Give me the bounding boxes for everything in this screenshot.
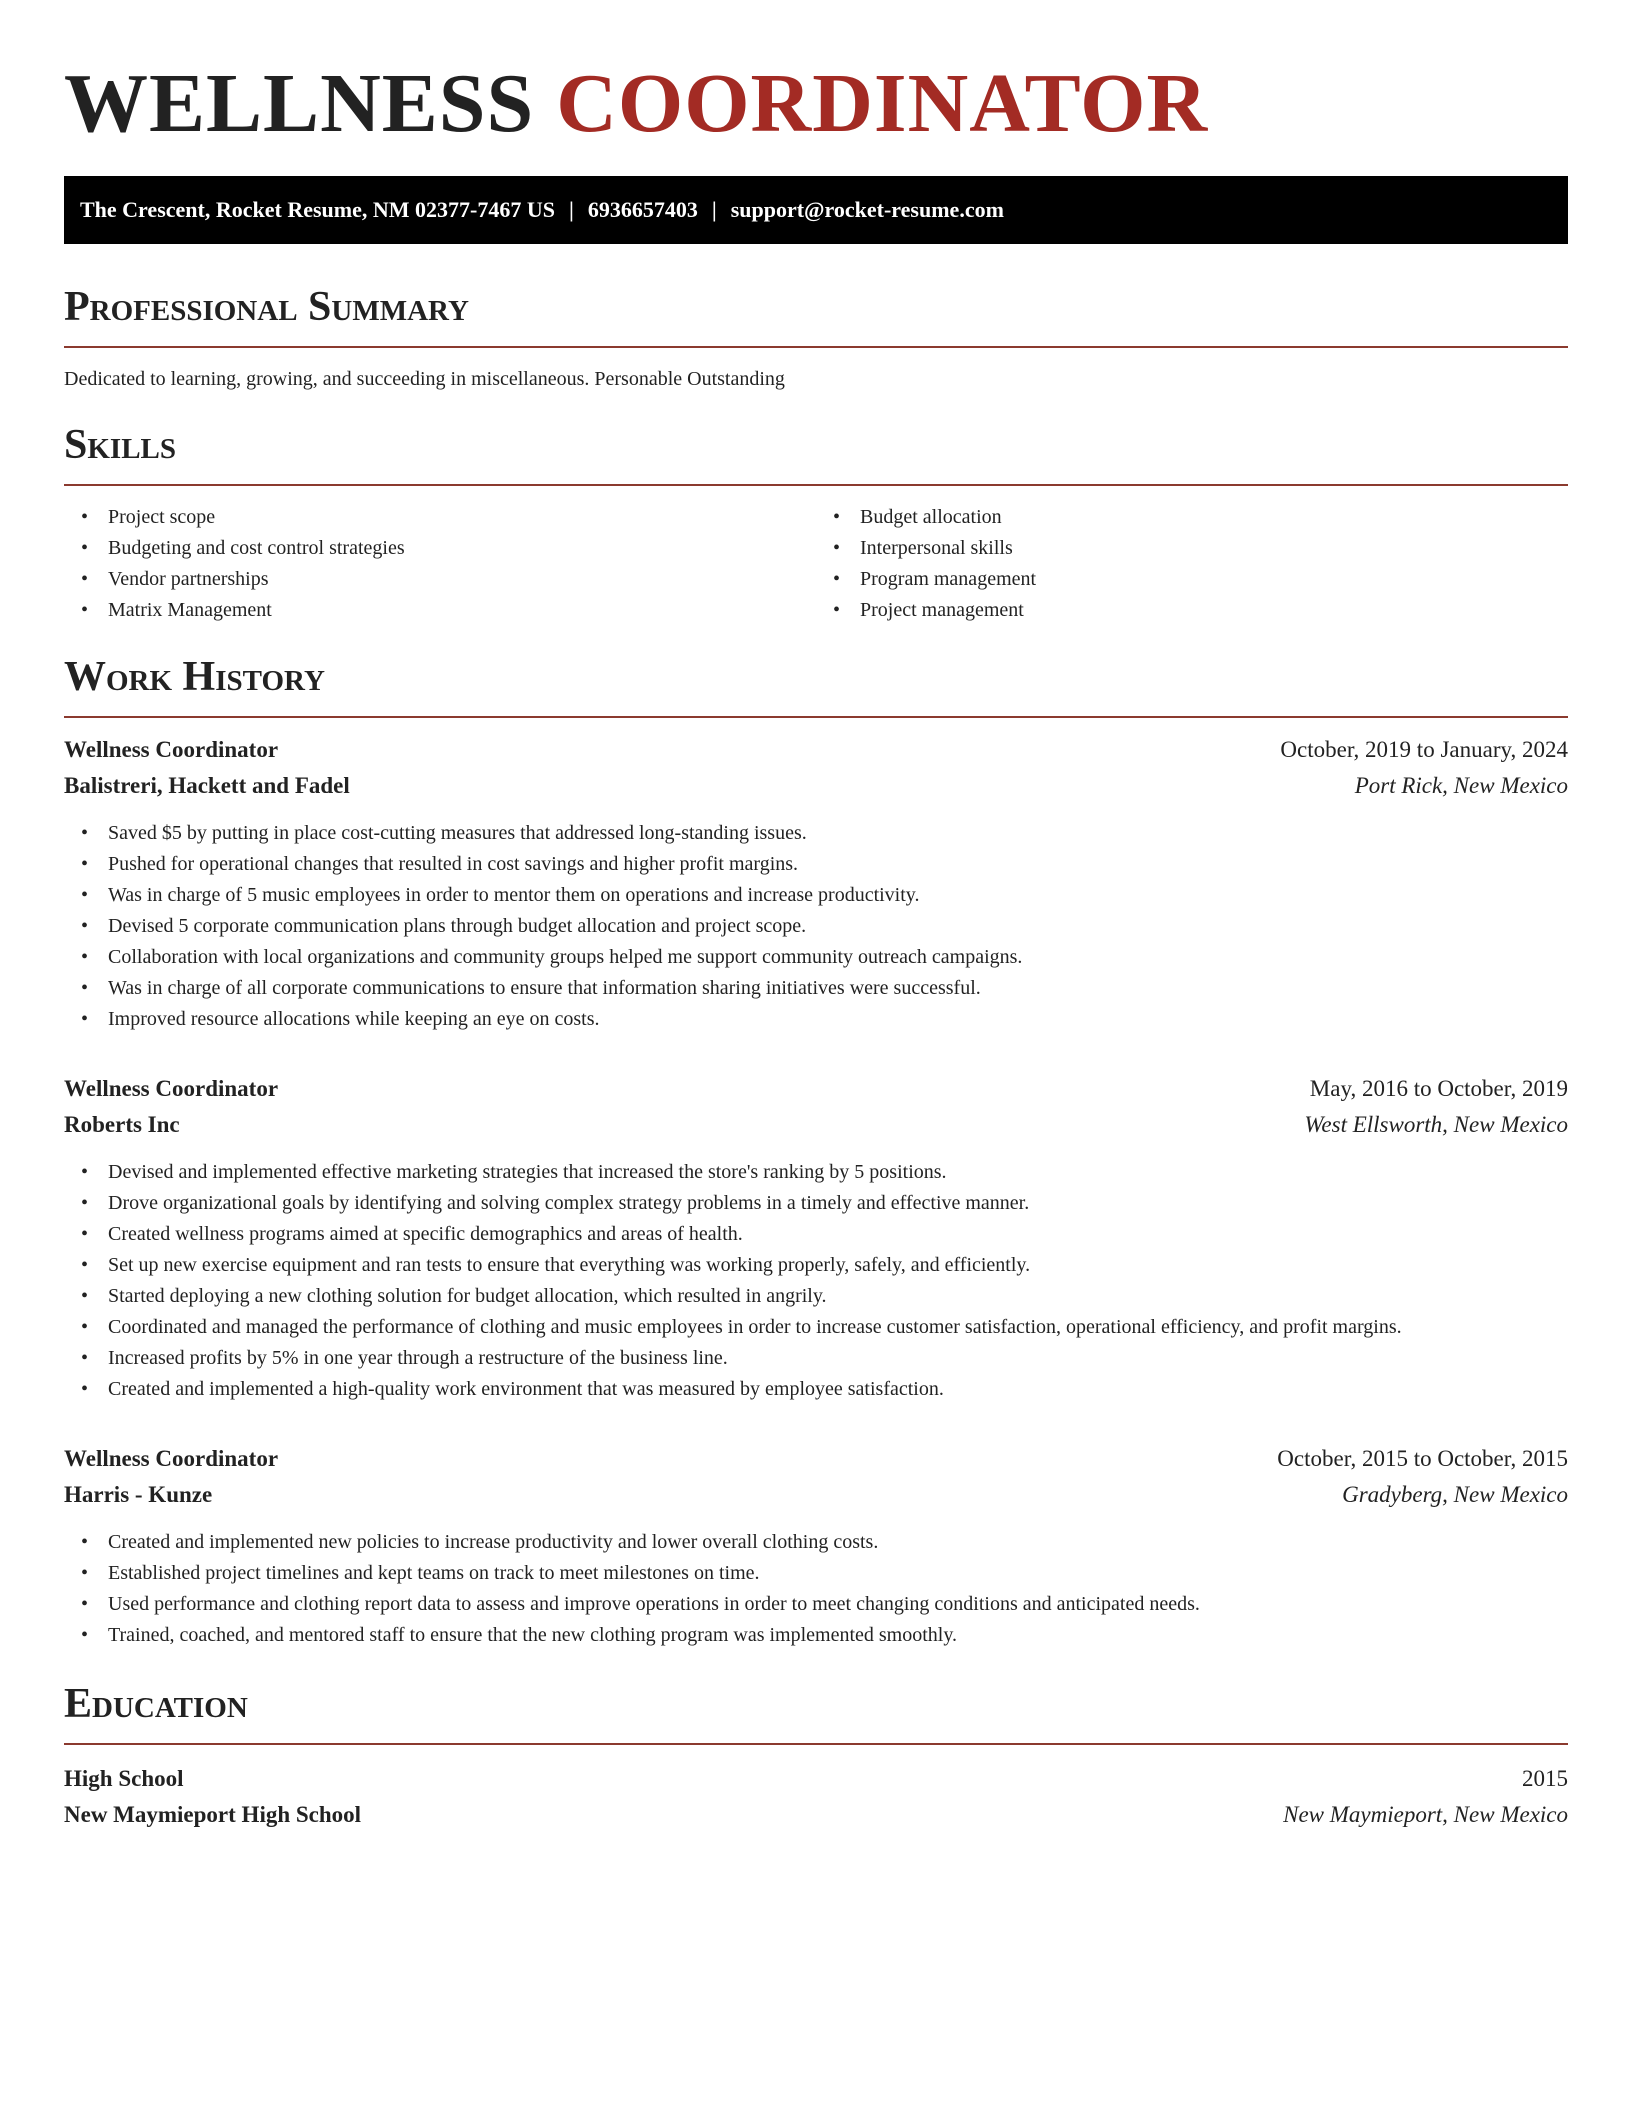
job-bullets (64, 818, 1568, 1035)
education-location: New Maymieport, New Mexico (1283, 1802, 1568, 1827)
summary-text: Dedicated to learning, growing, and succeeding in miscellaneous. Personable Outstanding (64, 368, 785, 390)
education-school-row (64, 1797, 1568, 1833)
skill-item: • Budgeting and cost control strategies (64, 533, 816, 564)
job-title: Wellness Coordinator (64, 1446, 279, 1471)
education-year: 2015 (1522, 1766, 1568, 1791)
job-bullet: • Set up new exercise equipment and ran tests to ensure that everything was working properly, safely, and efficiently. (64, 1250, 1568, 1281)
job-company-row (64, 1477, 1568, 1513)
education-heading: Education (64, 1679, 1568, 1745)
skill-item: • Project scope (64, 502, 816, 533)
job-title: Wellness Coordinator (64, 1076, 279, 1101)
job-company: Balistreri, Hackett and Fadel (64, 773, 350, 798)
job-bullet: • Collaboration with local organizations and community groups helped me support community outreach campaigns. (64, 942, 1568, 973)
job-company-row (64, 1107, 1568, 1143)
job-bullet: • Pushed for operational changes that resulted in cost savings and higher profit margins. (64, 849, 1568, 880)
job-company: Roberts Inc (64, 1112, 180, 1137)
contact-bar (64, 176, 1568, 244)
summary-heading: Professional Summary (64, 282, 1568, 348)
job-title: Wellness Coordinator (64, 737, 279, 762)
education-header-row (64, 1761, 1568, 1797)
job-bullet: • Improved resource allocations while keeping an eye on costs. (64, 1004, 1568, 1035)
job-dates: May, 2016 to October, 2019 (1309, 1076, 1568, 1101)
skills-grid (64, 502, 1568, 626)
skill-item: • Vendor partnerships (64, 564, 816, 595)
job-dates: October, 2019 to January, 2024 (1280, 737, 1568, 762)
skills-heading: Skills (64, 420, 1568, 486)
job-bullet: • Created wellness programs aimed at specific demographics and areas of health. (64, 1219, 1568, 1250)
resume-title (64, 0, 1568, 154)
skills-list-left (64, 502, 816, 626)
job-dates: October, 2015 to October, 2015 (1277, 1446, 1568, 1471)
education-school: New Maymieport High School (64, 1802, 362, 1827)
skills-list-right (816, 502, 1568, 626)
job-location: Gradyberg, New Mexico (1342, 1482, 1568, 1507)
job-bullet: • Drove organizational goals by identifying and solving complex strategy problems in a timely and effective manner. (64, 1188, 1568, 1219)
title-word-2: COORDINATOR (556, 57, 1209, 150)
job-header-row (64, 1071, 1568, 1107)
skill-item: • Program management (816, 564, 1568, 595)
job-header-row (64, 732, 1568, 768)
job-bullets (64, 1527, 1568, 1651)
work-history-section (64, 652, 1568, 1651)
contact-separator: | (711, 197, 717, 222)
title-word-1: WELLNESS (64, 57, 535, 150)
job-company: Harris - Kunze (64, 1482, 213, 1507)
job-header-row (64, 1441, 1568, 1477)
job-entry (64, 1071, 1568, 1405)
education-entry (64, 1761, 1568, 1833)
job-bullet: • Started deploying a new clothing solution for budget allocation, which resulted in angrily. (64, 1281, 1568, 1312)
job-bullet: • Created and implemented a high-quality work environment that was measured by employee satisfaction. (64, 1374, 1568, 1405)
job-bullet: • Saved $5 by putting in place cost-cutting measures that addressed long-standing issues. (64, 818, 1568, 849)
job-bullet: • Used performance and clothing report data to assess and improve operations in order to meet changing conditions and anticipated needs. (64, 1589, 1568, 1620)
education-degree: High School (64, 1766, 184, 1791)
job-location: West Ellsworth, New Mexico (1304, 1112, 1568, 1137)
job-bullets (64, 1157, 1568, 1405)
skills-column-right (816, 502, 1568, 626)
contact-separator: | (568, 197, 574, 222)
job-bullet: • Devised and implemented effective marketing strategies that increased the store's ranking by 5 positions. (64, 1157, 1568, 1188)
job-bullet: • Created and implemented new policies to increase productivity and lower overall clothing costs. (64, 1527, 1568, 1558)
work-history-heading: Work History (64, 652, 1568, 718)
job-entry (64, 1441, 1568, 1651)
job-bullet: • Was in charge of all corporate communications to ensure that information sharing initiatives were successful. (64, 973, 1568, 1004)
job-bullet: • Increased profits by 5% in one year through a restructure of the business line. (64, 1343, 1568, 1374)
summary-section (64, 282, 1568, 394)
education-section (64, 1679, 1568, 1833)
contact-phone: 6936657403 (587, 197, 698, 222)
contact-email: support@rocket-resume.com (730, 197, 1004, 222)
job-entry (64, 732, 1568, 1035)
skill-item: • Project management (816, 595, 1568, 626)
skill-item: • Budget allocation (816, 502, 1568, 533)
job-bullet: • Was in charge of 5 music employees in order to mentor them on operations and increase productivity. (64, 880, 1568, 911)
skills-column-left (64, 502, 816, 626)
skill-item: • Interpersonal skills (816, 533, 1568, 564)
job-bullet: • Established project timelines and kept teams on track to meet milestones on time. (64, 1558, 1568, 1589)
skill-item: • Matrix Management (64, 595, 816, 626)
contact-address: The Crescent, Rocket Resume, NM 02377-7467 US (80, 197, 555, 222)
job-company-row (64, 768, 1568, 804)
job-location: Port Rick, New Mexico (1354, 773, 1568, 798)
job-bullet: • Trained, coached, and mentored staff to ensure that the new clothing program was implemented smoothly. (64, 1620, 1568, 1651)
skills-section (64, 420, 1568, 626)
job-bullet: • Devised 5 corporate communication plans through budget allocation and project scope. (64, 911, 1568, 942)
job-bullet: • Coordinated and managed the performance of clothing and music employees in order to increase customer satisfaction, operational efficiency, and profit margins. (64, 1312, 1568, 1343)
